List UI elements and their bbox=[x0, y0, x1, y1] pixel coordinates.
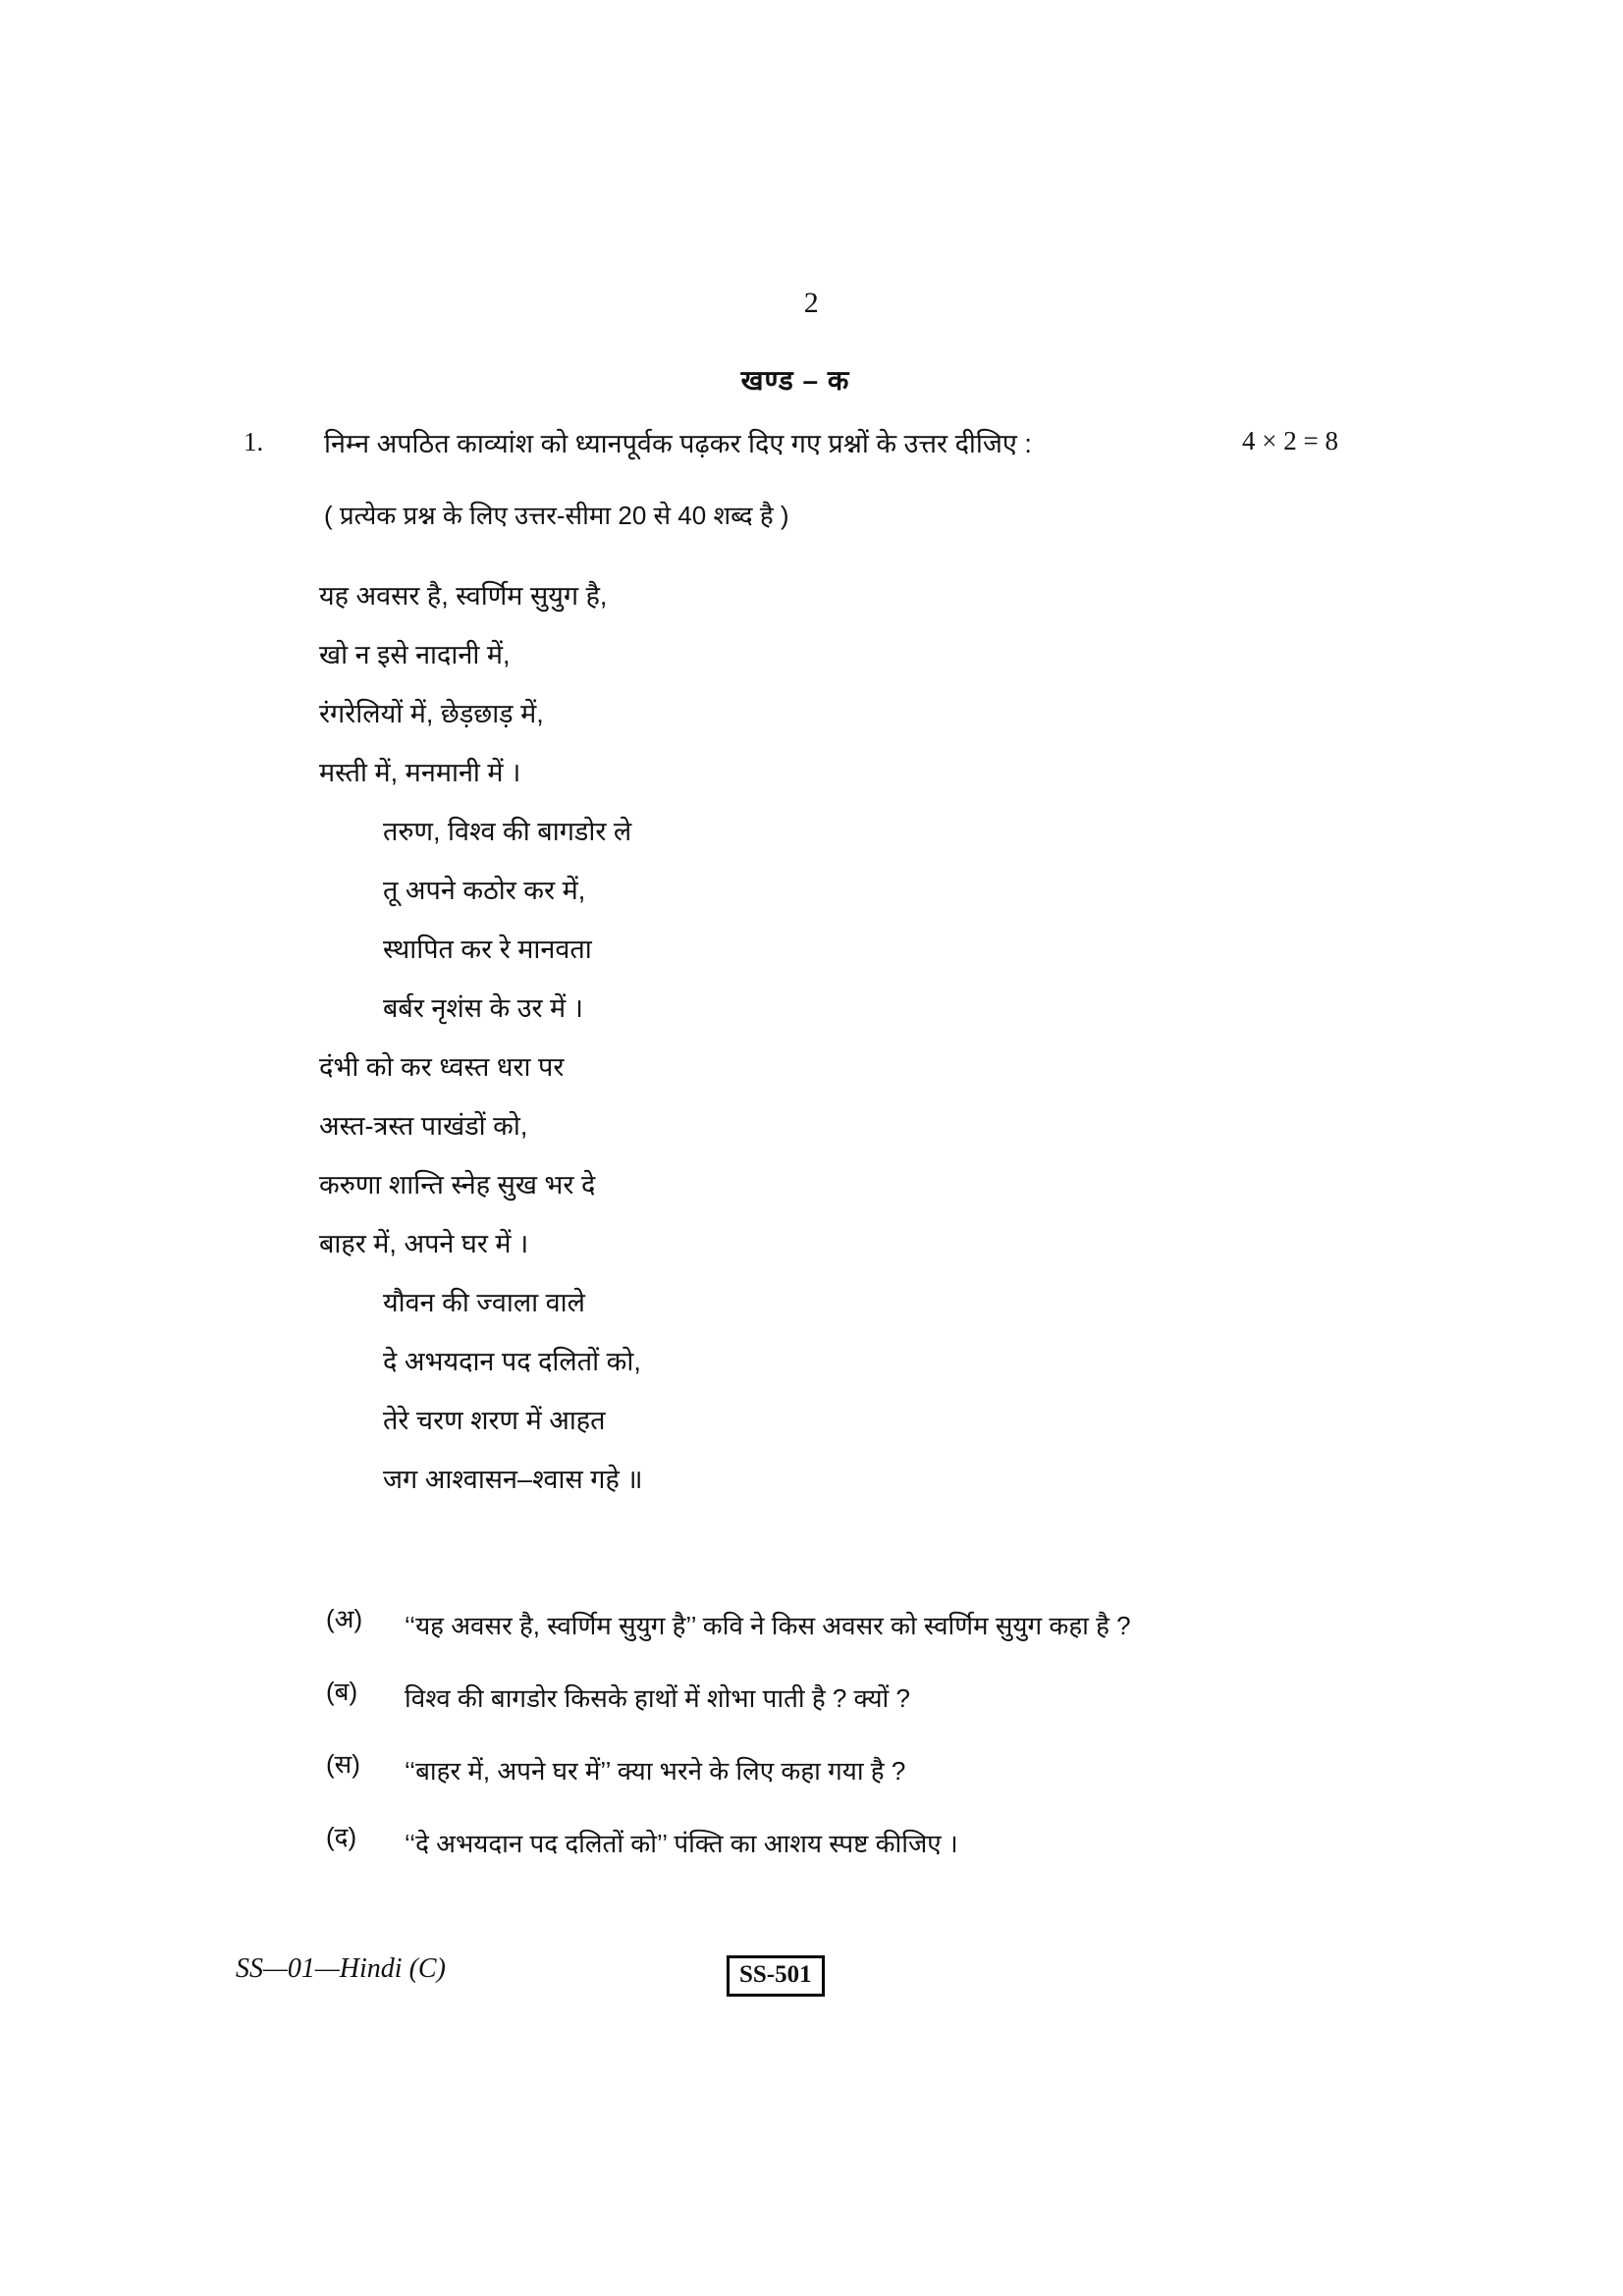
sub-question-text: ‘‘बाहर में, अपने घर में’’ क्या भरने के लिए कहा गया है ? bbox=[405, 1756, 906, 1786]
sub-question bbox=[0, 1673, 1623, 1724]
poem-line: स्थापित कर रे मानवता bbox=[383, 934, 592, 964]
question-instruction: ( प्रत्येक प्रश्न के लिए उत्तर-सीमा 20 से 40 शब्द है ) bbox=[324, 501, 789, 530]
poem-line: यह अवसर है, स्वर्णिम सुयुग है, bbox=[319, 581, 608, 611]
paper-label: SS—01—Hindi (C) bbox=[236, 1953, 446, 1984]
question-number: 1. bbox=[243, 427, 264, 456]
sub-question bbox=[0, 1745, 1623, 1796]
poem-line: जग आश्वासन–श्वास गहे ॥ bbox=[383, 1465, 643, 1494]
poem-line: बाहर में, अपने घर में । bbox=[319, 1229, 529, 1258]
sub-question-label: (ब) bbox=[326, 1677, 358, 1706]
sub-question-label: (स) bbox=[326, 1749, 360, 1779]
sub-question bbox=[0, 1818, 1623, 1869]
poem-line: तू अपने कठोर कर में, bbox=[383, 876, 586, 905]
question-stem: निम्न अपठित काव्यांश को ध्यानपूर्वक पढ़कर दिए गए प्रश्नों के उत्तर दीजिए : bbox=[324, 429, 1032, 458]
question-marks: 4 × 2 = 8 bbox=[1242, 426, 1338, 455]
page-footer bbox=[0, 1953, 1623, 2012]
sub-questions-list bbox=[0, 1600, 1623, 1891]
poem-line: करुणा शान्ति स्नेह सुख भर दे bbox=[319, 1170, 596, 1200]
sub-question-text: विश्व की बागडोर किसके हाथों में शोभा पाती है ? क्यों ? bbox=[405, 1683, 910, 1713]
sub-question bbox=[0, 1600, 1623, 1651]
poem-line: खो न इसे नादानी में, bbox=[319, 640, 511, 669]
sub-question-label: (द) bbox=[326, 1822, 357, 1851]
sub-question-text: ‘‘दे अभयदान पद दलितों को’’ पंक्ति का आशय स्पष्ट कीजिए । bbox=[405, 1829, 958, 1858]
poem-line: तेरे चरण शरण में आहत bbox=[383, 1406, 606, 1435]
poem-line: तरुण, विश्व की बागडोर ले bbox=[383, 817, 632, 846]
page-number: 2 bbox=[803, 287, 820, 319]
sub-question-label: (अ) bbox=[326, 1604, 363, 1633]
poem-line: दे अभयदान पद दलितों को, bbox=[383, 1347, 641, 1376]
poem-line: दंभी को कर ध्वस्त धरा पर bbox=[319, 1052, 565, 1082]
poem-line: रंगरेलियों में, छेड़छाड़ में, bbox=[319, 699, 544, 728]
section-heading: खण्ड – क bbox=[740, 365, 850, 396]
poem-passage bbox=[0, 566, 1623, 1509]
poem-line: मस्ती में, मनमानी में । bbox=[319, 758, 521, 787]
poem-line: अस्त-त्रस्त पाखंडों को, bbox=[319, 1111, 528, 1141]
sub-question-text: ‘‘यह अवसर है, स्वर्णिम सुयुग है’’ कवि ने किस अवसर को स्वर्णिम सुयुग कहा है ? bbox=[405, 1611, 1131, 1640]
poem-line: बर्बर नृशंस के उर में । bbox=[383, 993, 583, 1023]
poem-line: यौवन की ज्वाला वाले bbox=[383, 1288, 585, 1317]
paper-code-box: SS-501 bbox=[727, 1955, 825, 1997]
